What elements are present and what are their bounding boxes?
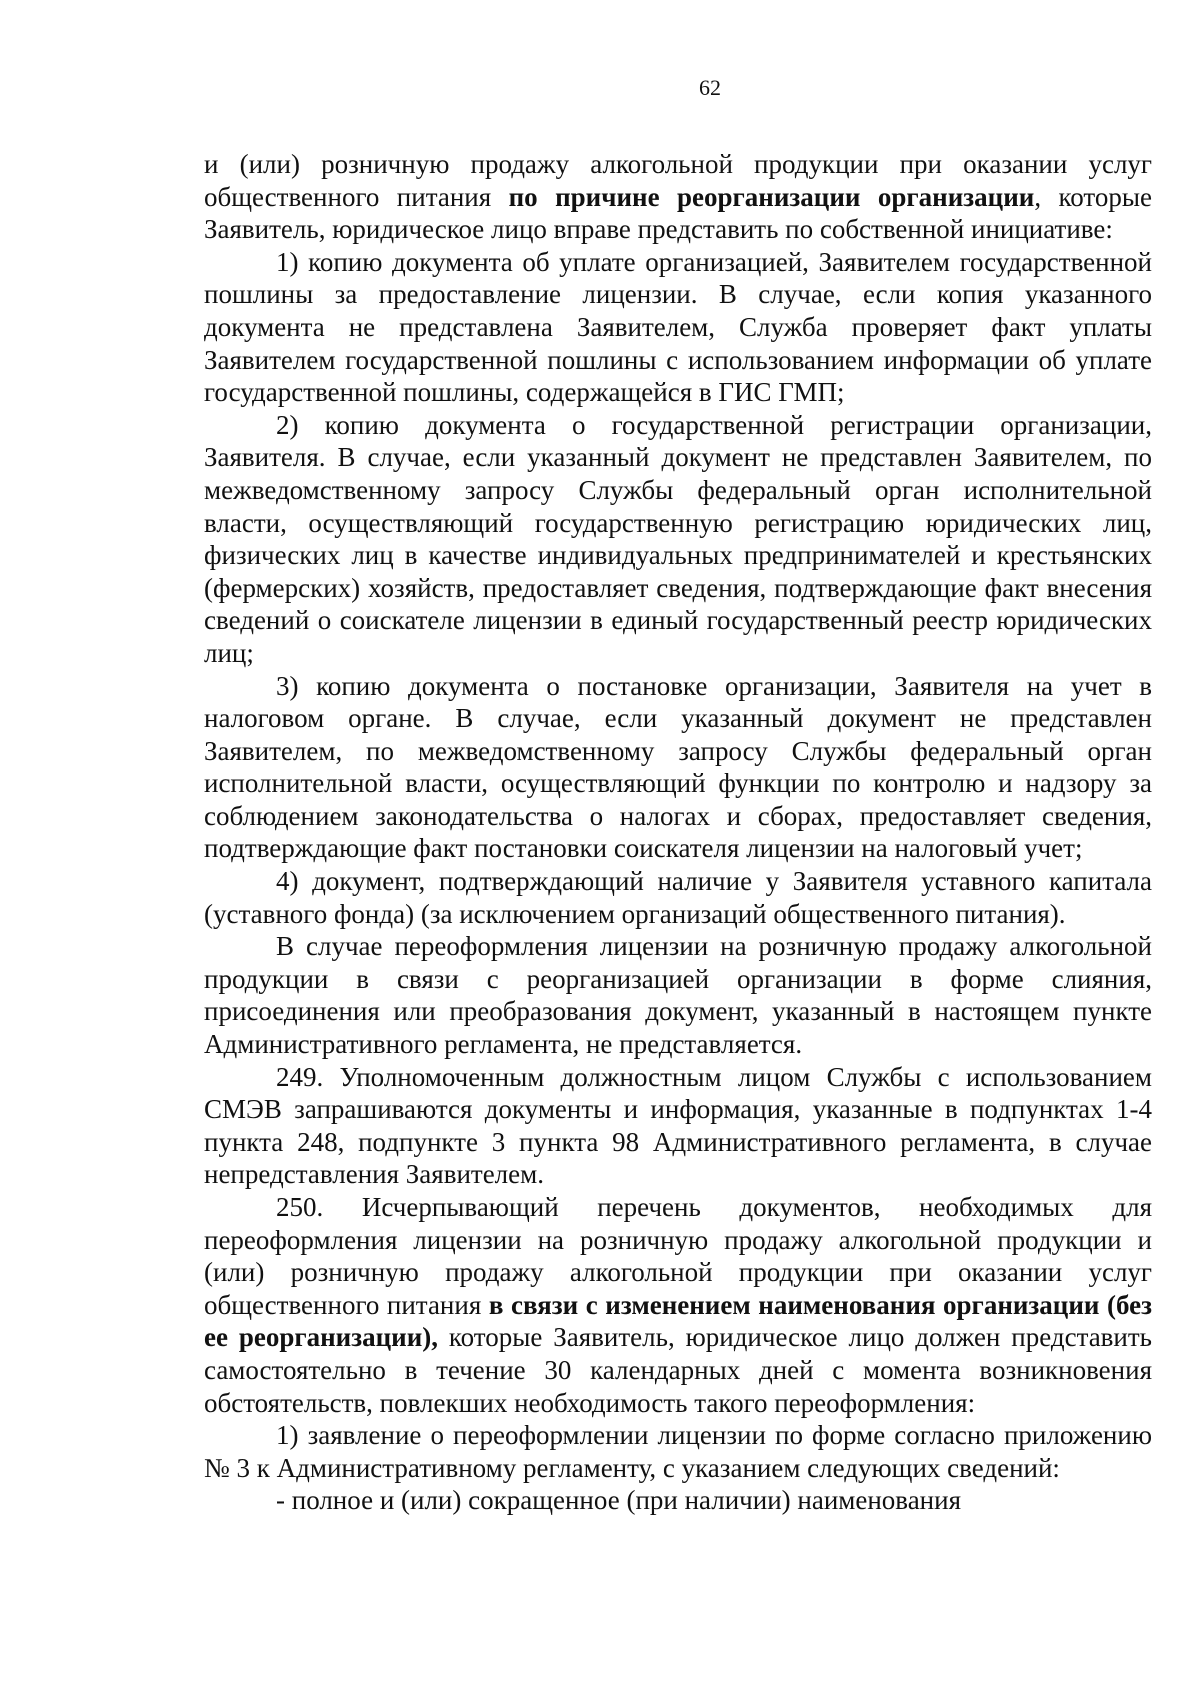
paragraph-250: 250. Исчерпывающий перечень документов, необходимых для переоформления лицензии на розничную продажу алкогольной продукции и (или) розничную продажу алкогольной продукции при оказании услуг общественного питания в связи с изменением наименования организации (без ее реорганизации), которые Заявитель, юридическое лицо должен представить самостоятельно в течение 30 календарных дней с момента возникновения обстоятельств, повлекших необходимость такого переоформления:	[204, 1192, 1152, 1418]
list-item-2-registration-copy: 2) копию документа о государственной регистрации организации, Заявителя. В случае, если указанный документ не представлен Заявителем, по межведомственному запросу Службы федеральный орган исполнительной власти, осуществляющий государственную регистрацию юридических лиц, физических лиц в качестве индивидуальных предпринимателей и крестьянских (фермерских) хозяйств, предоставляет сведения, подтверждающие факт внесения сведений о соискателе лицензии в единый государственный реестр юридических лиц;	[204, 409, 1152, 668]
list-item-1-payment-copy: 1) копию документа об уплате организацией, Заявителем государственной пошлины за предоставление лицензии. В случае, если копия указанного документа не представлена Заявителем, Служба проверяет факт уплаты Заявителем государственной пошлины с использованием информации об уплате государственной пошлины, содержащейся в ГИС ГМП;	[204, 246, 1152, 408]
paragraph-249: 249. Уполномоченным должностным лицом Службы с использованием СМЭВ запрашиваются документы и информация, указанные в подпунктах 1-4 пункта 248, подпункте 3 пункта 98 Административного регламента, в случае непредставления Заявителем.	[204, 1061, 1152, 1190]
bold-phrase-reorganization: по причине реорганизации организации	[508, 181, 1035, 212]
paragraph-intro: и (или) розничную продажу алкогольной продукции при оказании услуг общественного питания по причине реорганизации организации, которые Заявитель, юридическое лицо вправе представить по собственной инициативе:	[204, 149, 1152, 245]
list-item-4-capital-document: 4) документ, подтверждающий наличие у Заявителя уставного капитала (уставного фонда) (за исключением организаций общественного питания).	[204, 866, 1152, 929]
page-number: 62	[699, 75, 721, 100]
list-item-1-application: 1) заявление о переоформлении лицензии по форме согласно приложению № 3 к Административному регламенту, с указанием следующих сведений:	[204, 1420, 1152, 1483]
dash-item-name: - полное и (или) сокращенное (при наличии) наименования	[276, 1485, 961, 1516]
paragraph-merger-note: В случае переоформления лицензии на розничную продажу алкогольной продукции в связи с реорганизацией организации в форме слияния, присоединения или преобразования документ, указанный в настоящем пункте Административного регламента, не представляется.	[204, 931, 1152, 1060]
list-item-3-tax-registration-copy: 3) копию документа о постановке организации, Заявителя на учет в налоговом органе. В случае, если указанный документ не представлен Заявителем, по межведомственному запросу Службы федеральный орган исполнительной власти, осуществляющий функции по контролю и надзору за соблюдением законодательства о налогах и сборах, предоставляет сведения, подтверждающие факт постановки соискателя лицензии на налоговый учет;	[204, 670, 1152, 864]
bold-phrase-name-change: в связи с изменением наименования организации (без ее реорганизации),	[204, 1289, 1152, 1353]
document-body	[204, 148, 1152, 1517]
